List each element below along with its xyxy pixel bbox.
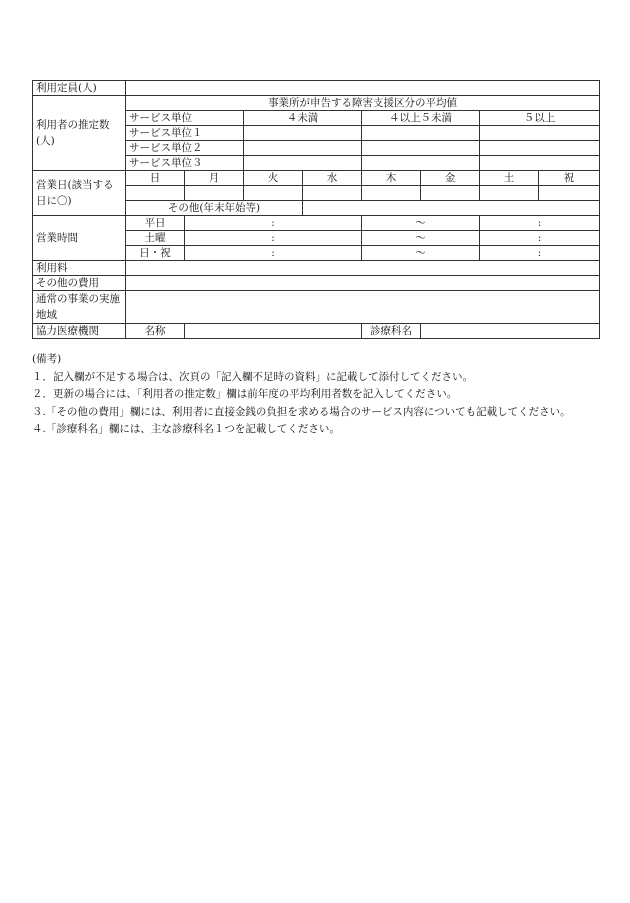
day-wed: 水 (303, 171, 362, 186)
day-tue-check[interactable] (244, 186, 303, 201)
unit2-4to5-input[interactable] (362, 141, 480, 156)
day-fri-check[interactable] (421, 186, 480, 201)
end-time-input[interactable]: : (480, 246, 600, 261)
area-row (33, 291, 600, 324)
dept-input[interactable] (421, 324, 600, 339)
users-header-row (33, 96, 600, 111)
day-sat-check[interactable] (480, 186, 539, 201)
day-sat: 土 (480, 171, 539, 186)
capacity-label: 利用定員(人) (33, 81, 126, 96)
unit2-5plus-input[interactable] (480, 141, 600, 156)
day-sun: 日 (126, 171, 185, 186)
hospital-label: 協力医療機関 (33, 324, 126, 339)
notes-section (32, 351, 599, 439)
start-time-input[interactable]: : (185, 231, 362, 246)
day-fri: 金 (421, 171, 480, 186)
days-header-row (33, 171, 600, 186)
day-sun-check[interactable] (126, 186, 185, 201)
area-label: 通常の事業の実施地域 (33, 291, 126, 324)
unit3-lt4-input[interactable] (244, 156, 362, 171)
capacity-row (33, 81, 600, 96)
other-cost-input[interactable] (126, 276, 600, 291)
end-time-input[interactable]: : (480, 231, 600, 246)
fee-row (33, 261, 600, 276)
unit3-4to5-input[interactable] (362, 156, 480, 171)
day-wed-check[interactable] (303, 186, 362, 201)
unit1-lt4-input[interactable] (244, 126, 362, 141)
avg-header: 事業所が申告する障害支援区分の平均値 (126, 96, 600, 111)
unit3-5plus-input[interactable] (480, 156, 600, 171)
other-cost-label: その他の費用 (33, 276, 126, 291)
hours-label: 営業時間 (33, 216, 126, 261)
unit-label: サービス単位３ (126, 156, 244, 171)
hours-row-label: 平日 (126, 216, 185, 231)
day-mon-check[interactable] (185, 186, 244, 201)
hours-row-label: 日・祝 (126, 246, 185, 261)
col-4to5: ４以上５未満 (362, 111, 480, 126)
area-input[interactable] (126, 291, 600, 324)
unit2-lt4-input[interactable] (244, 141, 362, 156)
users-label: 利用者の推定数(人) (33, 96, 126, 171)
hospital-row (33, 324, 600, 339)
capacity-input[interactable] (126, 81, 600, 96)
day-thu: 木 (362, 171, 421, 186)
unit-label: サービス単位１ (126, 126, 244, 141)
col-5plus: ５以上 (480, 111, 600, 126)
notes-title: (備考) (32, 353, 62, 365)
day-thu-check[interactable] (362, 186, 421, 201)
day-tue: 火 (244, 171, 303, 186)
unit-header: サービス単位 (126, 111, 244, 126)
unit-label: サービス単位２ (126, 141, 244, 156)
dept-label: 診療科名 (362, 324, 421, 339)
note-item: ３.「その他の費用」欄には、利用者に直接金銭の負担を求める場合のサービス内容についても記載してください。 (32, 405, 571, 418)
other-days-input[interactable] (303, 201, 600, 216)
end-time-input[interactable]: : (480, 216, 600, 231)
time-separator: 〜 (362, 231, 480, 246)
fee-input[interactable] (126, 261, 600, 276)
note-item: ２．更新の場合には、「利用者の推定数」欄は前年度の平均利用者数を記入してください。 (32, 388, 458, 400)
hospital-name-label: 名称 (126, 324, 185, 339)
start-time-input[interactable]: : (185, 216, 362, 231)
day-hol-check[interactable] (539, 186, 600, 201)
hours-row-label: 土曜 (126, 231, 185, 246)
note-item: ４.「診療科名」欄には、主な診療科名１つを記載してください。 (32, 423, 340, 435)
time-separator: 〜 (362, 216, 480, 231)
facility-info-table (32, 80, 600, 339)
note-item: １．記入欄が不足する場合は、次頁の「記入欄不足時の資料」に記載して添付してください。 (32, 370, 473, 383)
col-lt4: ４未満 (244, 111, 362, 126)
start-time-input[interactable]: : (185, 246, 362, 261)
time-separator: 〜 (362, 246, 480, 261)
unit1-4to5-input[interactable] (362, 126, 480, 141)
other-cost-row (33, 276, 600, 291)
fee-label: 利用料 (33, 261, 126, 276)
other-days-label: その他(年末年始等) (126, 201, 303, 216)
days-label: 営業日(該当する日に〇) (33, 171, 126, 216)
hours-row (33, 216, 600, 231)
hospital-name-input[interactable] (185, 324, 362, 339)
unit1-5plus-input[interactable] (480, 126, 600, 141)
day-mon: 月 (185, 171, 244, 186)
day-hol: 祝 (539, 171, 600, 186)
